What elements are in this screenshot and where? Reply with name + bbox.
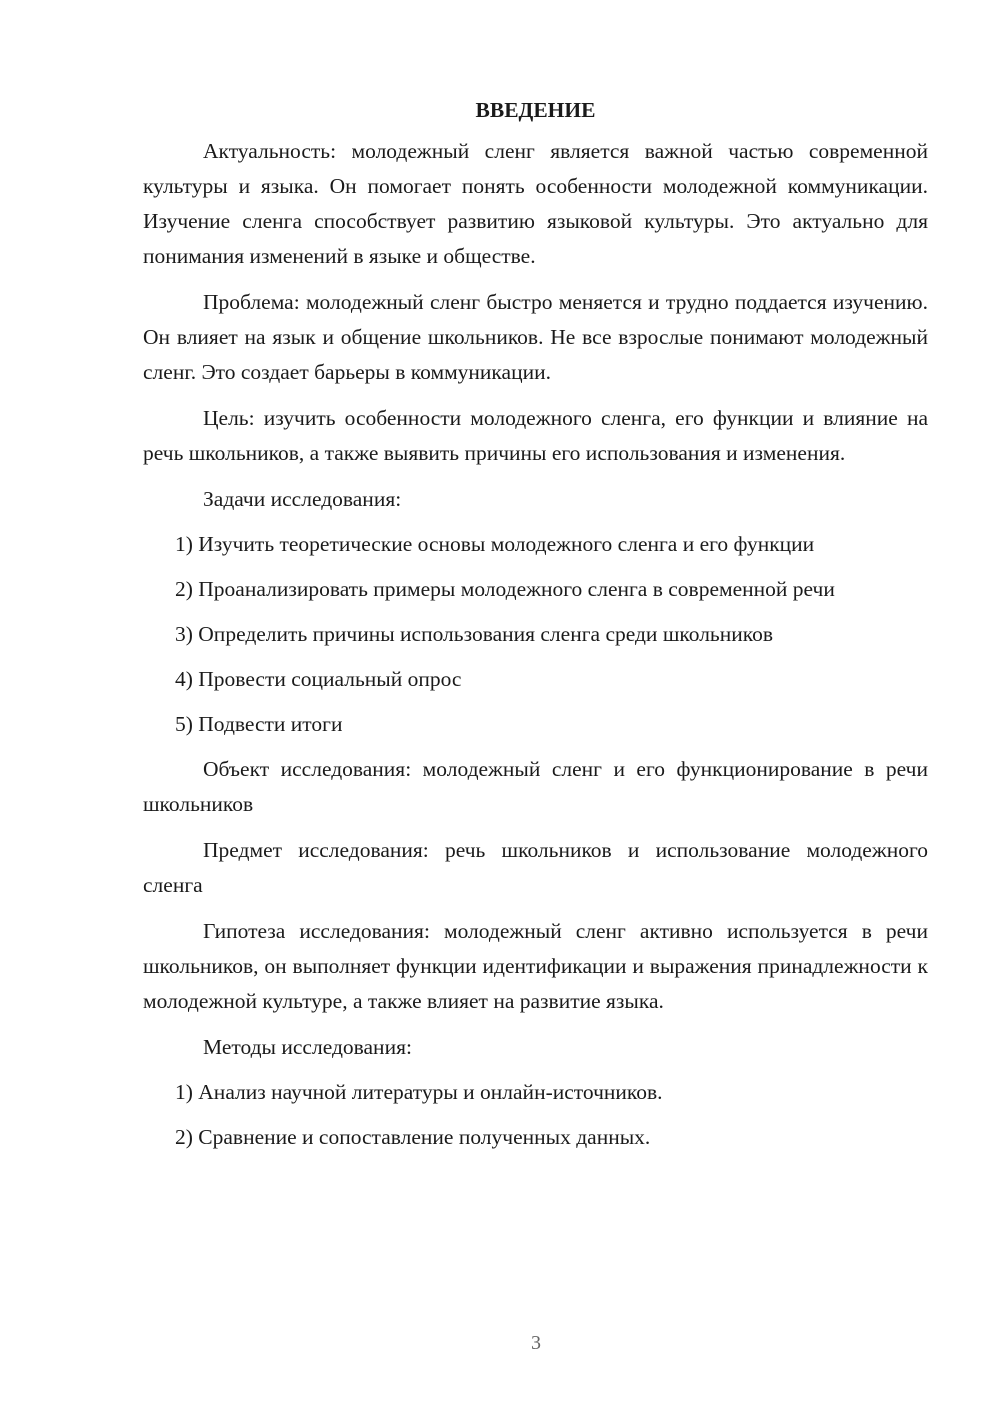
task-item: 3) Определить причины использования сленга среди школьников — [175, 622, 773, 646]
page-title: ВВЕДЕНИЕ — [475, 98, 596, 122]
problem-paragraph: Проблема: молодежный сленг быстро меняется и трудно поддается изучению. Он влияет на язык и общение школьников. Не все взрослые понимают молодежный сленг. Это создает барьеры в коммуникации. — [143, 290, 928, 384]
method-item: 2) Сравнение и сопоставление полученных данных. — [175, 1125, 651, 1149]
subject-paragraph: Предмет исследования: речь школьников и использование молодежного сленга — [143, 838, 928, 897]
task-item: 1) Изучить теоретические основы молодежного сленга и его функции — [175, 532, 815, 556]
hypothesis-paragraph: Гипотеза исследования: молодежный сленг активно используется в речи школьников, он выполняет функции идентификации и выражения принадлежности к молодежной культуре, а также влияет на развитие языка. — [143, 919, 928, 1013]
method-item: 1) Анализ научной литературы и онлайн-источников. — [175, 1080, 663, 1104]
relevance-paragraph: Актуальность: молодежный сленг является важной частью современной культуры и языка. Он помогает понять особенности молодежной коммуникации. Изучение сленга способствует развитию языковой культуры. Это актуально для понимания изменений в языке и обществе. — [143, 139, 928, 268]
object-paragraph: Объект исследования: молодежный сленг и его функционирование в речи школьников — [143, 757, 928, 816]
task-item: 4) Провести социальный опрос — [175, 667, 462, 691]
page-content — [143, 90, 928, 1165]
goal-paragraph: Цель: изучить особенности молодежного сленга, его функции и влияние на речь школьников, а также выявить причины его использования и изменения. — [143, 406, 928, 465]
methods-label: Методы исследования: — [203, 1035, 412, 1059]
tasks-label: Задачи исследования: — [203, 487, 402, 511]
task-item: 2) Проанализировать примеры молодежного сленга в современной речи — [175, 577, 835, 601]
page-number: 3 — [531, 1332, 541, 1354]
task-item: 5) Подвести итоги — [175, 712, 343, 736]
